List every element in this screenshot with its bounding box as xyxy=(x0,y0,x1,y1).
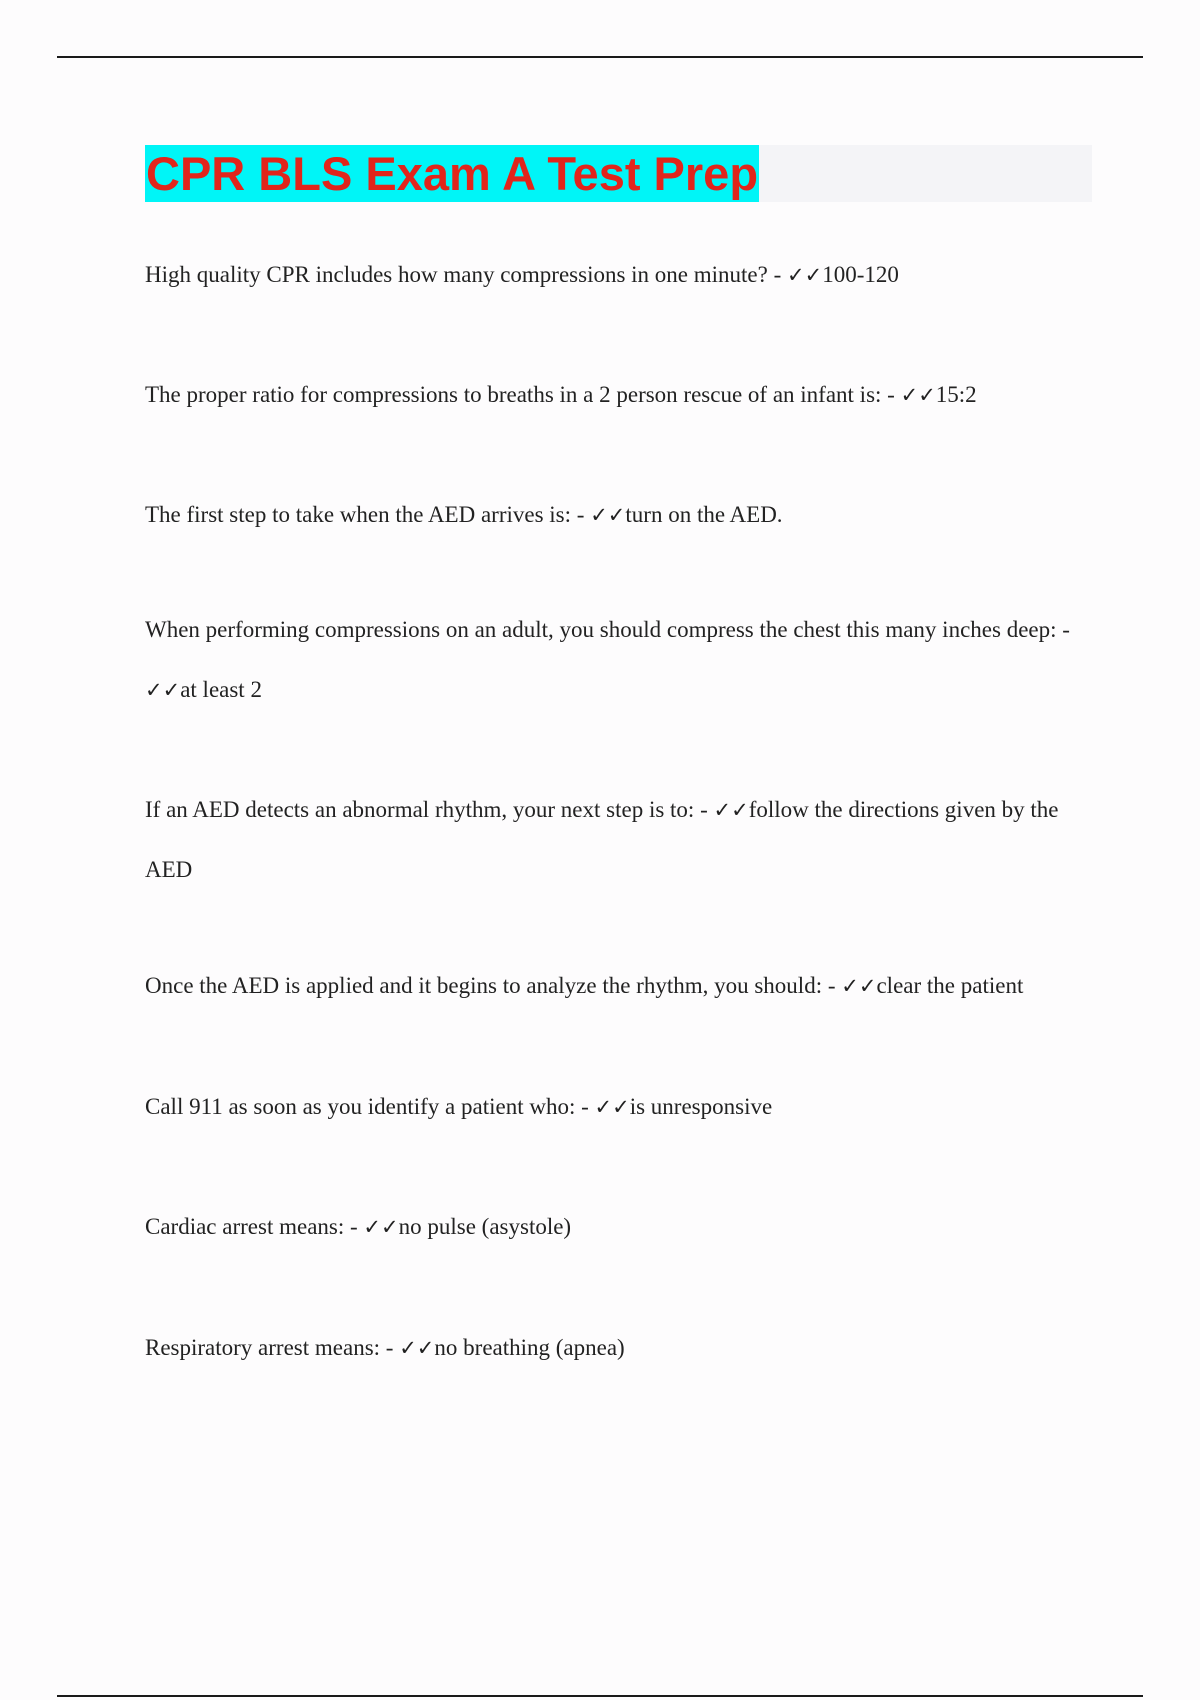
check-icon: ✓✓ xyxy=(900,383,936,407)
check-icon: ✓✓ xyxy=(713,798,749,822)
separator: - xyxy=(822,973,842,998)
check-icon: ✓✓ xyxy=(363,1215,399,1239)
answer: 100-120 xyxy=(822,262,899,287)
qa-item-4 xyxy=(145,600,1095,720)
check-icon: ✓✓ xyxy=(590,503,626,527)
separator: - xyxy=(881,382,901,407)
answer: 15:2 xyxy=(935,382,977,407)
answer: follow the directions given by the AED xyxy=(145,797,1059,882)
question: Once the AED is applied and it begins to analyze the rhythm, you should: xyxy=(145,973,823,998)
question: Call 911 as soon as you identify a patient who: xyxy=(145,1094,576,1119)
separator: - xyxy=(575,1094,595,1119)
qa-item-7 xyxy=(145,1077,1095,1137)
question: The proper ratio for compressions to breaths in a 2 person rescue of an infant is: xyxy=(145,382,882,407)
check-icon: ✓✓ xyxy=(787,263,823,287)
question: The first step to take when the AED arrives is: xyxy=(145,502,572,527)
question: When performing compressions on an adult, you should compress the chest this many inches deep: xyxy=(145,617,1057,642)
answer: turn on the AED. xyxy=(625,502,783,527)
question: High quality CPR includes how many compressions in one minute? xyxy=(145,262,768,287)
qa-item-5 xyxy=(145,780,1095,900)
qa-item-9 xyxy=(145,1318,1095,1378)
answer: is unresponsive xyxy=(629,1094,773,1119)
qa-item-1 xyxy=(145,245,1095,305)
qa-item-2 xyxy=(145,365,1095,425)
separator: - xyxy=(767,262,788,287)
check-icon: ✓✓ xyxy=(594,1095,630,1119)
separator: - xyxy=(344,1214,364,1239)
bottom-rule xyxy=(57,1695,1143,1697)
question: Cardiac arrest means: xyxy=(145,1214,345,1239)
answer: no pulse (asystole) xyxy=(398,1214,572,1239)
separator: - xyxy=(694,797,714,822)
answer: no breathing (apnea) xyxy=(434,1335,625,1360)
separator: - xyxy=(380,1335,400,1360)
document-title: CPR BLS Exam A Test Prep xyxy=(146,147,759,200)
check-icon: ✓✓ xyxy=(841,974,877,998)
question: If an AED detects an abnormal rhythm, your next step is to: xyxy=(145,797,695,822)
qa-item-3 xyxy=(145,485,1095,545)
question: Respiratory arrest means: xyxy=(145,1335,381,1360)
top-rule xyxy=(57,56,1143,58)
qa-item-8 xyxy=(145,1197,1095,1257)
check-icon: ✓✓ xyxy=(145,678,181,702)
answer: at least 2 xyxy=(180,677,262,702)
qa-item-6 xyxy=(145,956,1095,1016)
separator: - xyxy=(571,502,591,527)
answer: clear the patient xyxy=(876,973,1024,998)
check-icon: ✓✓ xyxy=(399,1336,435,1360)
separator: - xyxy=(1056,617,1070,642)
